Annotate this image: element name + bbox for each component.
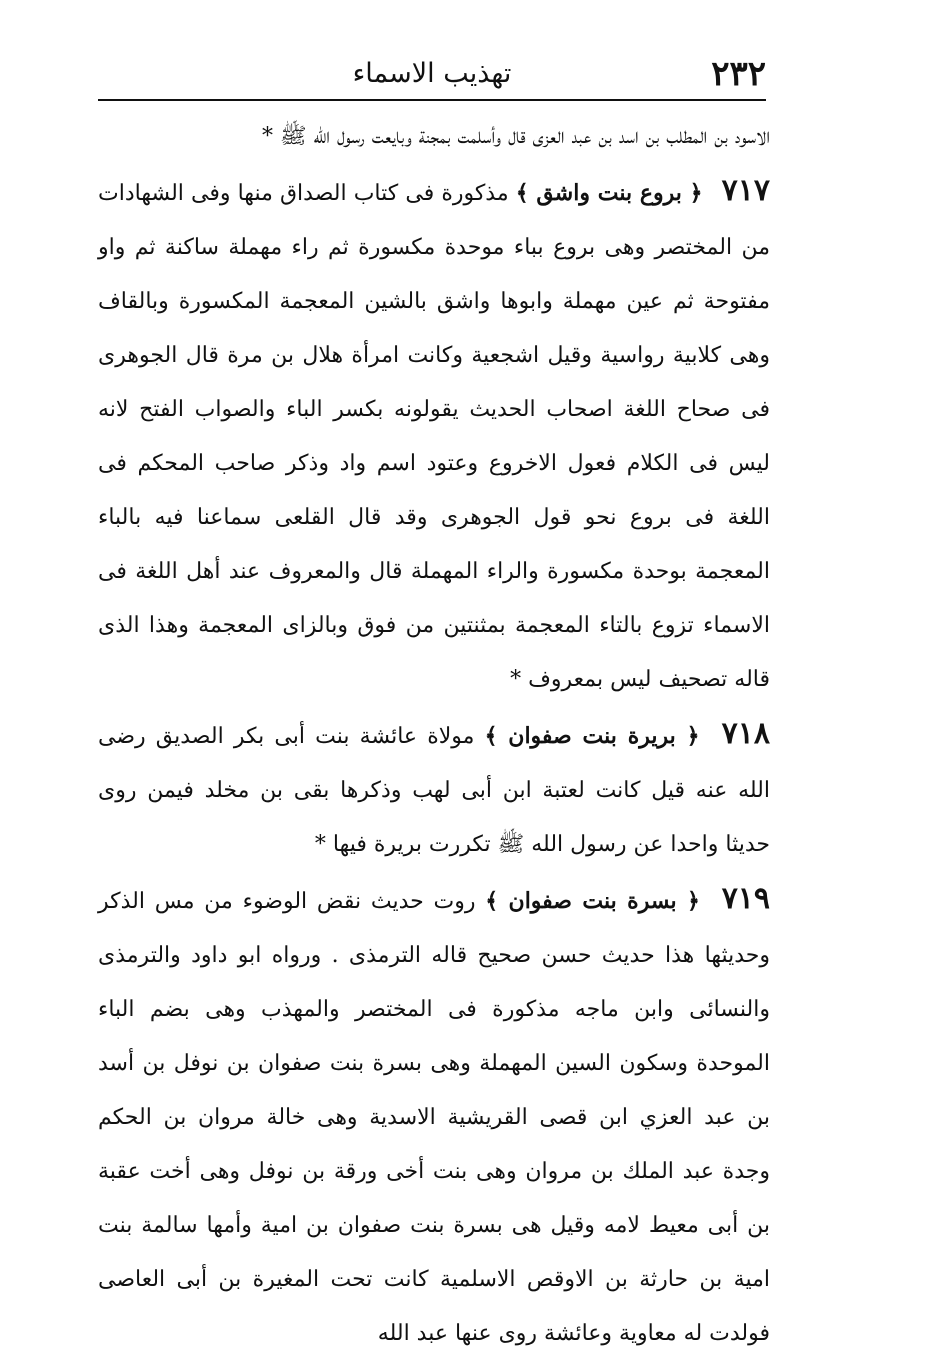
entry-name: ﴿ بروع بنت واشق ﴾: [515, 180, 703, 206]
entry-number: ٧١٧: [721, 173, 771, 208]
entry-paragraph: [98, 872, 770, 1361]
page-header: [98, 52, 766, 96]
paragraph: [98, 110, 770, 164]
paragraph-text: مذكورة فى كتاب الصداق منها وفى الشهادات من المختصر وهى بروع بباء موحدة مكسورة ثم راء مهملة ساكنة ثم واو مفتوحة ثم عين مهملة وابوها واشق بالشين المعجمة المكسورة وبالقاف وهى كلابية رواسية وقيل اشجعية وكانت امرأة هلال بن مرة قال الجوهرى فى صحاح اللغة اصحاب الحديث يقولونه بكسر الباء والصواب الفتح لانه ليس فى الكلام فعول الاخروع وعتود اسم واد وذكر صاحب المحكم فى اللغة فى بروع نحو قول الجوهرى وقد قال القلعى سماعنا فيه بالباء المعجمة بوحدة مكسورة والراء المهملة قال والمعروف عند أهل اللغة فى الاسماء تزوع بالتاء المعجمة بمثنتين من فوق وبالزاى المعجمة وهذا الذى قاله تصحيف ليس بمعروف *: [98, 181, 770, 692]
paragraph-text: مولاة عائشة بنت أبى بكر الصديق رضى الله عنه قيل كانت لعتبة ابن أبى لهب وذكرها بقى بن مخلد فيمن روى حديثا واحدا عن رسول الله ﷺ تكررت بريرة فيها *: [98, 724, 770, 857]
paragraph-text: الاسود بن المطلب بن اسد بن عبد العزى قال وأسلمت بمجنة وبايعت رسول الله ﷺ *: [261, 124, 770, 149]
running-title: تهذيب الاسماء: [352, 58, 512, 89]
page-number: ٢٣٢: [711, 54, 766, 94]
entry-paragraph: [98, 707, 770, 872]
entry-paragraph: [98, 164, 770, 707]
entry-name: ﴿ بريرة بنت صفوان ﴾: [484, 723, 700, 749]
entry-name: ﴿ بسرة بنت صفوان ﴾: [485, 888, 700, 914]
body-text: [98, 110, 770, 1361]
entry-number: ٧١٩: [721, 881, 771, 916]
header-rule: [98, 99, 766, 101]
entry-number: ٧١٨: [721, 716, 770, 751]
paragraph-text: روت حديث نقض الوضوء من مس الذكر وحديثها هذا حديث حسن صحيح قاله الترمذى . ورواه ابو داود والترمذى والنسائى وابن ماجه مذكورة فى المختصر والمهذب وهى بضم الباء الموحدة وسكون السين المهملة وهى بسرة بنت صفوان بن نوفل بن أسد بن عبد العزي ابن قصى القريشية الاسدية وهى خالة مروان بن الحكم وجدة عبد الملك بن مروان وهى بنت أخى ورقة بن نوفل وهى أخت عقبة بن أبى معيط لامه وقيل هى بسرة بنت صفوان بن امية وأمها سالمة بنت امية بن حارثة بن الاوقص الاسلمية كانت تحت المغيرة بن أبى العاصى فولدت له معاوية وعائشة روى عنها عبد الله: [98, 889, 770, 1346]
